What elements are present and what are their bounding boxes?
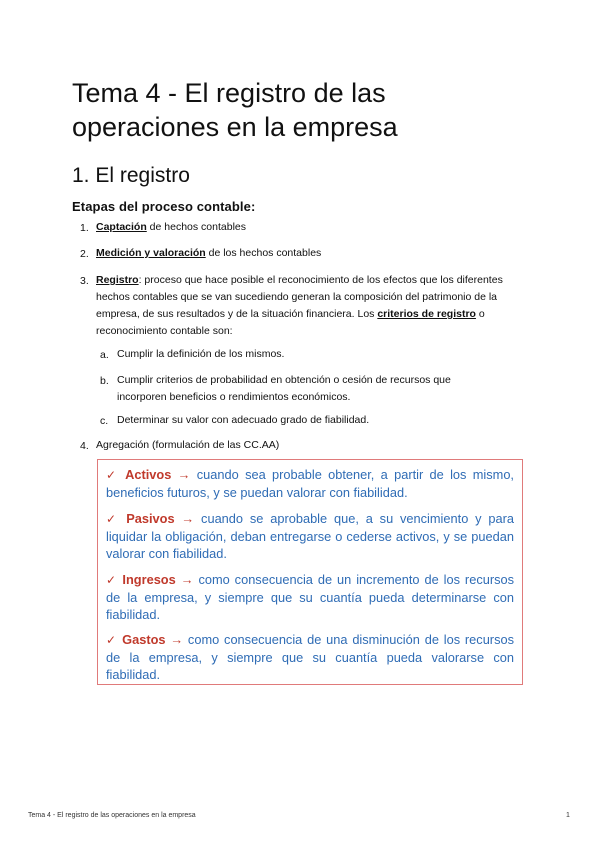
criteria-ingresos (106, 571, 514, 623)
criteria-activos-term: Activos (125, 467, 172, 482)
sub-item-b: Cumplir criterios de probabilidad en obtención o cesión de recursos que incorporen beneficios o rendimientos económicos. (117, 374, 451, 403)
step-1-text: de hechos contables (146, 221, 247, 233)
step-3 (96, 272, 522, 340)
criteria-pasivos-text: cuando se aprobable que, a su vencimiento y para liquidar la obligación, deban entregarse o cederse activos, y se puedan valorar con fiabilidad. (106, 511, 514, 561)
section-title: 1. El registro (72, 164, 190, 187)
step-1-number: 1. (80, 222, 89, 234)
step-1 (96, 219, 526, 236)
sub-item-c-letter: c. (100, 415, 109, 427)
step-2-text: de los hechos contables (205, 247, 322, 259)
criteria-ingresos-text: como consecuencia de un incremento de los recursos de la empresa, y siempre que su cuantía pueda determinarse con fiabilidad. (106, 572, 515, 622)
criteria-box (97, 459, 523, 685)
arrow-right-icon: → (181, 511, 195, 526)
sub-item-c: Determinar su valor con adecuado grado de fiabilidad. (117, 414, 370, 426)
arrow-right-icon: → (180, 572, 194, 587)
page-title (72, 76, 542, 144)
criteria-pasivos (106, 510, 514, 562)
check-icon: ✓ (106, 573, 118, 587)
step-4-number: 4. (80, 440, 89, 452)
step-3-text-after: o reconocimiento contable son: (96, 308, 485, 337)
step-3-text-before: : proceso que hace posible el reconocimiento de los efectos que los diferentes hechos contables que se van sucediendo generan la composición del patrimonio de la empresa, de sus resultados y de la situación financiera. Los (96, 274, 503, 320)
footer-text: Tema 4 - El registro de las operaciones en la empresa (28, 812, 196, 819)
arrow-right-icon: → (177, 467, 191, 482)
sub-item-a-letter: a. (100, 349, 109, 361)
criteria-pasivos-term: Pasivos (126, 511, 175, 526)
criteria-ingresos-term: Ingresos (122, 572, 176, 587)
step-3-term: Registro (96, 274, 139, 286)
page-title-line-2: operaciones en la empresa (72, 112, 398, 142)
criteria-gastos-term: Gastos (122, 632, 166, 647)
arrow-right-icon: → (170, 632, 184, 647)
subsection-title: Etapas del proceso contable: (72, 199, 256, 214)
step-2-number: 2. (80, 248, 89, 260)
step-2-term: Medición y valoración (96, 247, 206, 259)
criteria-activos (106, 466, 514, 501)
criteria-activos-text: cuando sea probable obtener, a partir de los mismo, beneficios futuros, y se puedan valorar con fiabilidad. (106, 467, 514, 500)
page-number: 1 (566, 812, 570, 819)
page-title-line-1: Tema 4 - El registro de las (72, 78, 386, 108)
step-3-number: 3. (80, 275, 89, 287)
step-4: Agregación (formulación de las CC.AA) (96, 439, 280, 451)
step-3-term-criteria: criterios de registro (377, 308, 476, 320)
step-2 (96, 245, 526, 262)
criteria-gastos (106, 631, 514, 683)
check-icon: ✓ (106, 512, 120, 526)
sub-item-a: Cumplir la definición de los mismos. (117, 348, 285, 360)
criteria-gastos-text: como consecuencia de una disminución de los recursos de la empresa, y siempre que su cuantía pueda valorarse con fiabilidad. (106, 632, 514, 682)
sub-item-b-letter: b. (100, 375, 109, 387)
check-icon: ✓ (106, 468, 119, 482)
check-icon: ✓ (106, 633, 118, 647)
step-1-term: Captación (96, 221, 147, 233)
